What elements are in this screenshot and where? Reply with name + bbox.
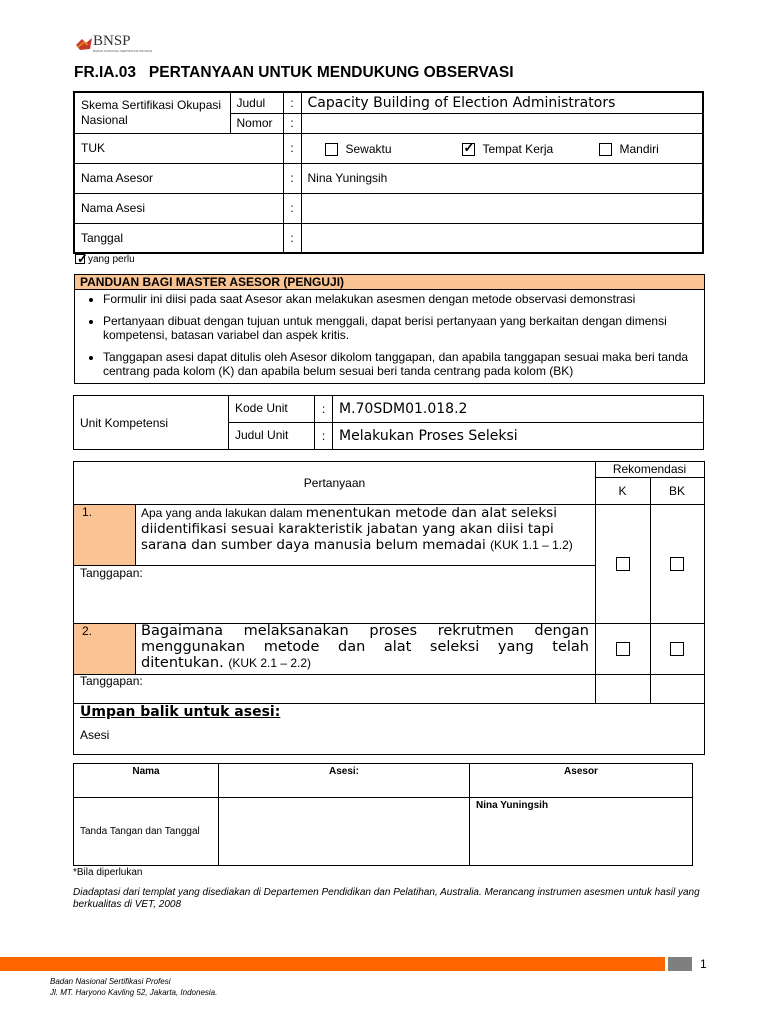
colon: :	[283, 92, 301, 113]
colon: :	[283, 223, 301, 253]
panduan-box	[74, 274, 705, 384]
colon: :	[315, 396, 333, 423]
question-1-text: Apa yang anda lakukan dalam menentukan metode dan alat seleksi diidentifikasi sesuai karakteristik jabatan yang akan diisi tapi sarana dan sumber daya manusia belum memadai (KUK 1.1 – 1.2)	[141, 505, 573, 553]
tuk-label: TUK	[74, 133, 283, 163]
nomor-label: Nomor	[230, 113, 283, 133]
panduan-list	[75, 292, 704, 378]
k-checkbox-2[interactable]	[616, 642, 630, 656]
judul-label: Judul	[230, 92, 283, 113]
panduan-title: PANDUAN BAGI MASTER ASESOR (PENGUJI)	[75, 275, 704, 290]
bk-checkbox-2[interactable]	[670, 642, 684, 656]
sign-asesor-name: Nina Yuningsih	[470, 798, 693, 866]
checkbox-icon[interactable]	[325, 143, 338, 156]
panduan-item: • Tanggapan asesi dapat ditulis oleh Asesor dikolom tanggapan, dan apabila tanggapan sesuai maka beri tanda centrang pada kolom (K) dan apabila belum sesuai beri tanda centrang pada kolom (BK)	[103, 350, 704, 378]
k-checkbox-1[interactable]	[616, 557, 630, 571]
footnote: *Bila diperlukan	[73, 867, 143, 878]
questions-table	[73, 461, 705, 755]
info-table	[73, 91, 704, 254]
nomor-value	[301, 113, 703, 133]
tanggapan-2-label: Tanggapan:	[80, 674, 143, 688]
kode-unit-value: M.70SDM01.018.2	[333, 396, 704, 423]
feedback-title: Umpan balik untuk asesi:	[80, 704, 281, 720]
logo-subtext: BADAN NASIONAL SERTIFIKASI PROFESI	[93, 49, 153, 53]
checkbox-icon[interactable]	[599, 143, 612, 156]
sign-col-nama: Nama	[74, 764, 219, 798]
sign-asesi-cell	[219, 798, 470, 866]
col-bk: BK	[668, 484, 685, 498]
unit-label: Unit Kompetensi	[74, 396, 229, 450]
sign-row-label: Tanda Tangan dan Tanggal	[74, 798, 219, 866]
bnsp-logo	[74, 33, 153, 55]
tanggapan-1-label: Tanggapan:	[80, 566, 143, 580]
col-rekomendasi: Rekomendasi	[612, 462, 687, 476]
judul-unit-value: Melakukan Proses Seleksi	[333, 423, 704, 450]
colon: :	[283, 163, 301, 193]
logo-text: BNSP	[93, 33, 131, 49]
adapted-note: Diadaptasi dari templat yang disediakan di Departemen Pendidikan dan Pelatihan, Australia. Merancang instrumen asesmen untuk hasil yang berkualitas di VET, 2008	[73, 887, 700, 910]
tuk-option-tempat-kerja[interactable]: ✓ Tempat Kerja	[462, 142, 554, 156]
asesi-label: Nama Asesi	[74, 193, 283, 223]
panduan-item: • Formulir ini diisi pada saat Asesor akan melakukan asesmen dengan metode observasi demonstrasi	[103, 292, 704, 306]
panduan-item: • Pertanyaan dibuat dengan tujuan untuk menggali, dapat berisi pertanyaan yang berkaitan dengan dimensi kompetensi, batasan variabel dan aspek kritis.	[103, 314, 704, 342]
colon: :	[283, 113, 301, 133]
tanggal-label: Tanggal	[74, 223, 283, 253]
sign-col-asesor: Asesor	[470, 764, 693, 798]
judul-unit-label: Judul Unit	[229, 423, 315, 450]
footer-org: Badan Nasional Sertifikasi Profesi	[50, 977, 171, 986]
sign-col-asesi: Asesi:	[219, 764, 470, 798]
judul-value: Capacity Building of Election Administrators	[301, 92, 703, 113]
bnsp-emblem-icon	[74, 35, 94, 53]
checked-checkbox-icon[interactable]	[462, 143, 475, 156]
unit-table	[73, 395, 704, 450]
tuk-option-sewaktu[interactable]: Sewaktu	[325, 142, 392, 156]
colon: :	[283, 133, 301, 163]
asesor-label: Nama Asesor	[74, 163, 283, 193]
skema-label: Skema Sertifikasi Okupasi Nasional	[74, 92, 230, 133]
question-1-number: 1.	[82, 505, 93, 519]
colon: :	[283, 193, 301, 223]
question-2-text: Bagaimana melaksanakan proses rekrutmen dengan menggunakan metode dan alat seleksi yang telah ditentukan. (KUK 2.1 – 2.2)	[141, 623, 589, 671]
bk-checkbox-1[interactable]	[670, 557, 684, 571]
checked-checkbox-icon	[75, 254, 85, 264]
tanggal-value	[301, 223, 703, 253]
col-pertanyaan: Pertanyaan	[303, 476, 366, 490]
asesi-value	[301, 193, 703, 223]
checkbox-note: ✓yang perlu	[75, 254, 135, 265]
document-title: FR.IA.03 PERTANYAAN UNTUK MENDUKUNG OBSERVASI	[74, 64, 514, 81]
footer-page-block	[668, 957, 692, 971]
colon: :	[315, 423, 333, 450]
kode-unit-label: Kode Unit	[229, 396, 315, 423]
footer-bar	[0, 957, 665, 971]
signature-table	[73, 763, 693, 866]
footer-address: Jl. MT. Haryono Kavling 52, Jakarta, Indonesia.	[50, 988, 218, 997]
tuk-options	[301, 133, 703, 163]
question-2-number: 2.	[82, 624, 93, 638]
feedback-asesi: Asesi	[80, 728, 110, 742]
asesor-value: Nina Yuningsih	[301, 163, 703, 193]
page-number: 1	[700, 957, 707, 971]
col-k: K	[618, 484, 627, 498]
tuk-option-mandiri[interactable]: Mandiri	[599, 142, 659, 156]
